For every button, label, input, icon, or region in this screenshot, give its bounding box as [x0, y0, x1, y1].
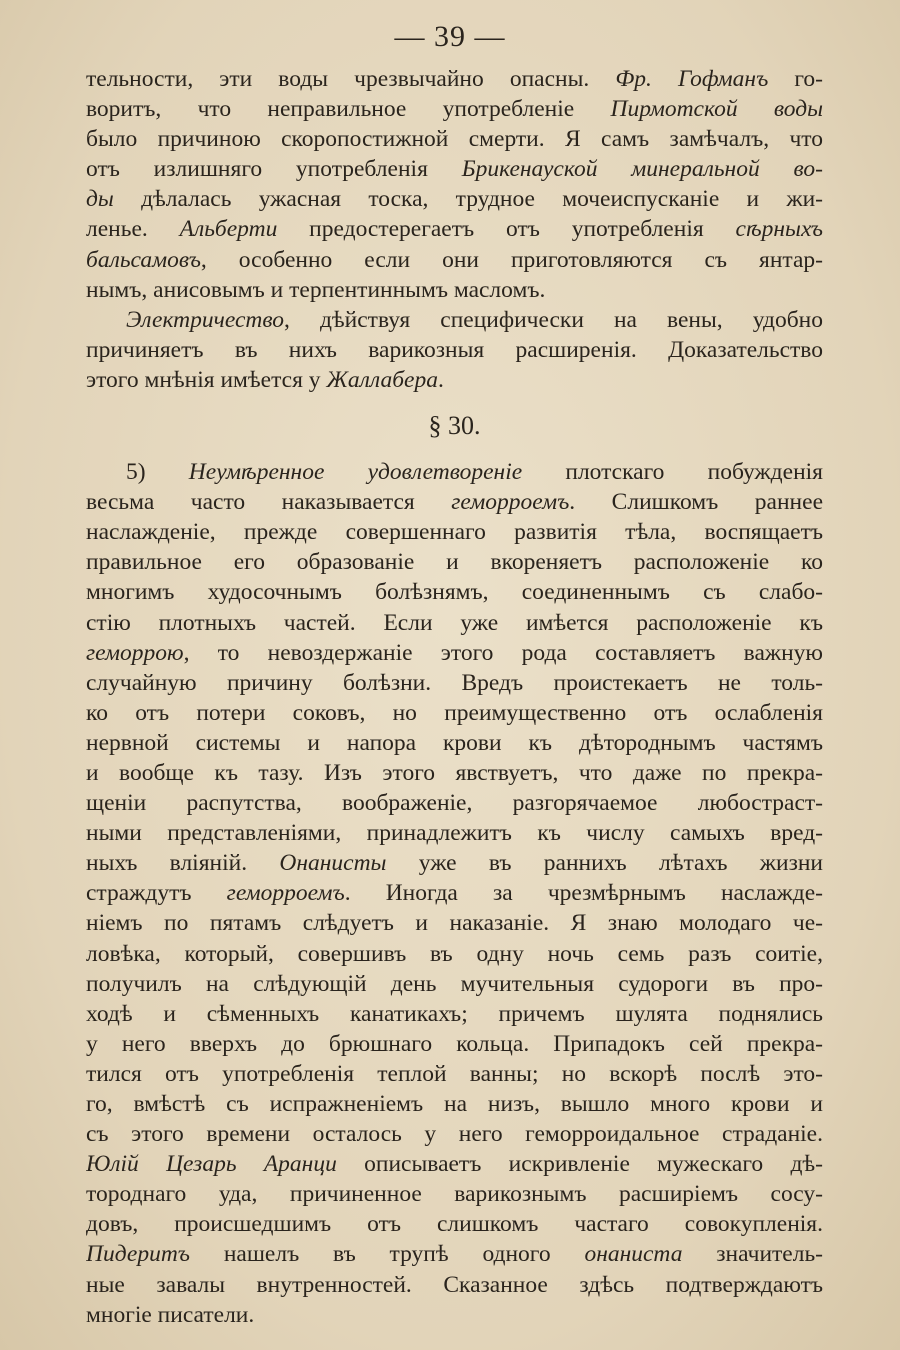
- text-run: и вообще къ тазу. Изъ этого явствуетъ, что даже по прекра-: [86, 759, 823, 786]
- text-run: ловѣка, который, совершивъ въ одну ночь семь разъ соитіе,: [86, 940, 823, 967]
- italic-text: геморрою: [86, 639, 184, 666]
- italic-text: Неумѣренное удовлетвореніе: [188, 459, 523, 486]
- italic-text: геморроемъ: [451, 489, 570, 516]
- text-run: нервной системы и напора крови къ дѣтороднымъ частямъ: [86, 729, 823, 756]
- text-line: [86, 547, 823, 577]
- text-line: [86, 1149, 823, 1179]
- text-run: . Слишкомъ раннее: [569, 489, 823, 516]
- text-run: ленье.: [86, 216, 180, 243]
- text-run: было причиною скоропостижной смерти.: [86, 126, 565, 153]
- text-line: [86, 214, 823, 244]
- text-line: [86, 124, 823, 154]
- page-body: [86, 64, 823, 1330]
- paragraph-section-30: [86, 457, 823, 1330]
- text-line: [86, 878, 823, 908]
- text-run: довъ, происшедшимъ отъ слишкомъ частаго совокупленія.: [86, 1211, 823, 1238]
- text-run: наслажденіе, прежде совершеннаго развитія тѣла, воспящаетъ: [86, 519, 823, 546]
- text-run: нымъ, анисовымъ и терпентиннымъ масломъ.: [86, 276, 546, 303]
- paragraph-electricity: [86, 305, 823, 395]
- text-line: [86, 1119, 823, 1149]
- text-line: [86, 305, 823, 335]
- text-run: многіе писатели.: [86, 1301, 255, 1328]
- text-run: , дѣйствуя специфически на вены, удобно: [284, 306, 823, 333]
- text-run: правильное его образованіе и вкореняетъ расположеніе ко: [86, 549, 823, 576]
- italic-text: Онанисты: [279, 850, 387, 877]
- italic-text: ды: [86, 186, 114, 213]
- text-line: [86, 908, 823, 938]
- text-line: [86, 1300, 823, 1330]
- text-line: [86, 275, 823, 305]
- text-run: этого мнѣнія имѣется у: [86, 366, 327, 393]
- text-run: стію плотныхъ частей. Если уже имѣется расположеніе къ: [86, 609, 823, 636]
- text-line: [86, 577, 823, 607]
- text-run: го, вмѣстѣ съ испражненіемъ на низъ, вышло много крови и: [86, 1091, 823, 1117]
- text-line: [86, 335, 823, 365]
- text-line: [86, 487, 823, 517]
- text-line: [86, 1239, 823, 1269]
- text-run: го-: [768, 66, 823, 92]
- text-run: тился отъ употребленія теплой ванны; но вскорѣ послѣ это-: [86, 1060, 823, 1087]
- text-run: 5): [126, 459, 189, 486]
- text-line: [86, 788, 823, 818]
- text-run: плотскаго побужденія: [522, 459, 823, 486]
- text-run: воритъ, что неправильное употребленіе: [86, 96, 611, 123]
- text-line: [86, 1059, 823, 1089]
- italic-text: Пирмотской воды: [610, 96, 823, 123]
- text-run: уже въ раннихъ лѣтахъ жизни: [386, 850, 823, 877]
- text-run: ко отъ потери соковъ, но преимущественно отъ ослабленія: [86, 699, 823, 726]
- text-run: дѣлалась ужасная тоска, трудное мочеиспусканіе и жи-: [113, 186, 823, 213]
- text-line: [86, 517, 823, 547]
- text-run: нашелъ въ трупѣ одного: [190, 1241, 585, 1268]
- text-run: отъ излишняго употребленія: [86, 156, 462, 183]
- text-line: [86, 1089, 823, 1119]
- text-line: [86, 999, 823, 1029]
- italic-text: Жаллабера: [326, 366, 438, 393]
- text-run: ходѣ и сѣменныхъ канатикахъ; причемъ шулята поднялись: [86, 1000, 823, 1027]
- text-run: ными представленіями, принадлежитъ къ числу самыхъ вред-: [86, 820, 823, 847]
- text-run: страждутъ: [86, 880, 227, 907]
- text-line: [86, 154, 823, 184]
- text-line: [86, 939, 823, 969]
- text-line: [86, 457, 823, 487]
- italic-text: онаниста: [584, 1241, 683, 1268]
- italic-text: Юлій Цезарь Аранци: [86, 1151, 337, 1178]
- text-line: [86, 608, 823, 638]
- text-run: предостерегаетъ отъ употребленія: [277, 216, 736, 243]
- text-line: [86, 184, 823, 214]
- italic-text: Пидеритъ: [86, 1241, 190, 1268]
- text-line: [86, 245, 823, 275]
- text-line: [86, 848, 823, 878]
- text-run: причиняетъ въ нихъ варикозныя расширенія. Доказательство: [86, 336, 823, 363]
- text-run: тороднаго уда, причиненное варикознымъ расширіемъ сосу-: [86, 1181, 823, 1208]
- italic-text: сѣрныхъ: [735, 216, 823, 243]
- text-run: . Иногда за чрезмѣрнымъ наслажде-: [344, 880, 823, 907]
- text-run: съ этого времени осталось у него геморроидальное страданіе.: [86, 1121, 823, 1148]
- text-line: [86, 1270, 823, 1300]
- text-line: [86, 365, 823, 395]
- text-run: ніемъ по пятамъ слѣдуетъ и наказаніе. Я знаю молодаго че-: [86, 910, 823, 937]
- italic-text: Фр. Гофманъ: [615, 66, 769, 92]
- text-run: Я самъ замѣчалъ, что: [564, 126, 823, 153]
- text-run: случайную причину болѣзни. Вредъ проистекаетъ не толь-: [86, 669, 823, 696]
- italic-text: Электричество: [126, 306, 285, 333]
- text-run: , особенно если они приготовляются съ янтар-: [200, 246, 823, 273]
- text-run: ные завалы внутренностей. Сказанное здѣсь подтверждаютъ: [86, 1271, 823, 1298]
- text-line: [86, 1209, 823, 1239]
- text-run: , то невоздержаніе этого рода составляетъ важную: [183, 639, 823, 666]
- italic-text: Брикенауской минеральной во-: [461, 156, 823, 183]
- text-line: [86, 698, 823, 728]
- text-line: [86, 758, 823, 788]
- text-line: [86, 64, 823, 94]
- text-run: ныхъ вліяній.: [86, 850, 280, 877]
- text-line: [86, 1029, 823, 1059]
- text-run: значитель-: [682, 1241, 823, 1268]
- text-run: .: [437, 366, 444, 393]
- text-run: многимъ худосочнымъ болѣзнямъ, соединеннымъ съ слабо-: [86, 579, 823, 606]
- page-number: — 39 —: [394, 20, 506, 53]
- text-line: [86, 668, 823, 698]
- text-run: щеніи распутства, воображеніе, разгорячаемое любостраст-: [86, 790, 823, 817]
- text-run: тельности, эти воды чрезвычайно опасны.: [86, 66, 616, 92]
- text-line: [86, 728, 823, 758]
- text-run: описываетъ искривленіе мужескаго дѣ-: [336, 1151, 823, 1178]
- text-line: [86, 94, 823, 124]
- italic-text: Альберти: [179, 216, 278, 243]
- text-line: [86, 818, 823, 848]
- text-run: получилъ на слѣдующій день мучительныя судороги въ про-: [86, 970, 823, 997]
- italic-text: геморроемъ: [226, 880, 345, 907]
- text-run: у него вверхъ до брюшнаго кольца. Припадокъ сей прекра-: [86, 1030, 823, 1057]
- section-heading: § 30.: [428, 411, 481, 441]
- text-line: [86, 1179, 823, 1209]
- text-line: [86, 638, 823, 668]
- text-run: весьма часто наказывается: [86, 489, 452, 516]
- paragraph-continued: [86, 64, 823, 305]
- italic-text: бальсамовъ: [86, 246, 201, 273]
- text-line: [86, 969, 823, 999]
